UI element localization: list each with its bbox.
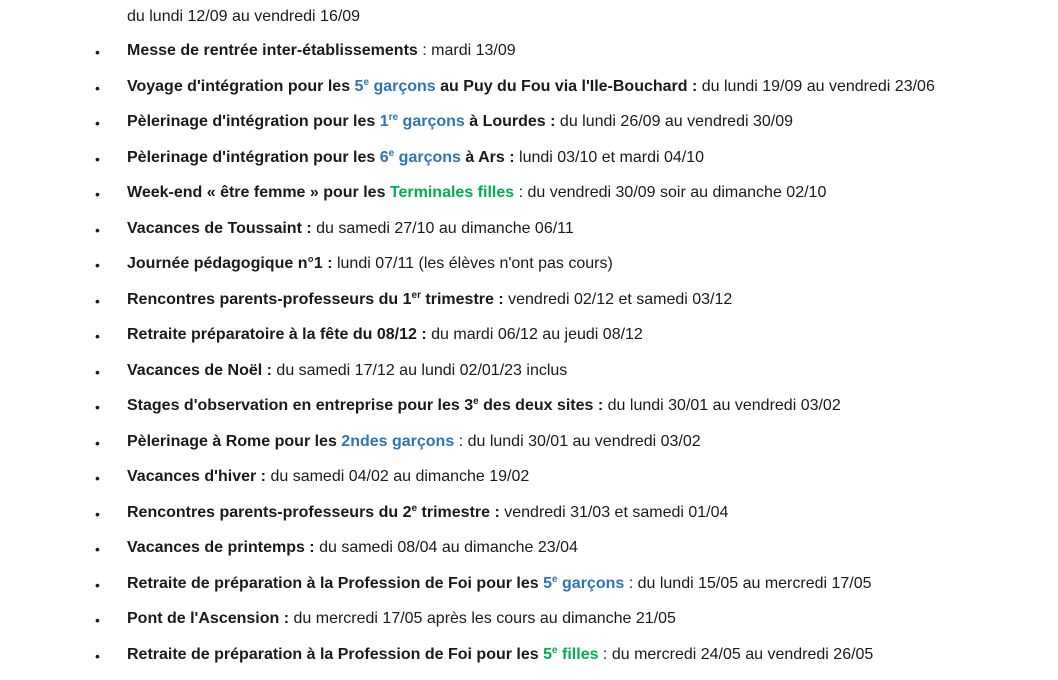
event-line <box>127 148 704 168</box>
highlighted-group: 1 <box>380 113 389 130</box>
list-item <box>0 361 1058 397</box>
highlighted-group: Terminales filles <box>390 184 514 201</box>
event-title-suffix: à Lourdes : <box>465 113 556 130</box>
list-item <box>0 183 1058 219</box>
event-title-suffix: au Puy du Fou via l'Ile-Bouchard : <box>436 78 698 95</box>
bullet-icon: • <box>95 149 100 169</box>
event-dates: lundi 07/11 (les élèves n'ont pas cours) <box>333 255 613 272</box>
highlighted-group: 6 <box>380 149 389 166</box>
event-title: Vacances d'hiver : <box>127 468 266 485</box>
list-item <box>0 396 1058 432</box>
ordinal-superscript: e <box>473 396 479 407</box>
list-item <box>0 112 1058 148</box>
event-line <box>127 41 516 61</box>
event-line <box>127 325 643 345</box>
bullet-icon: • <box>95 78 100 98</box>
highlighted-group: garçons <box>398 113 465 130</box>
ordinal-superscript: er <box>412 290 421 301</box>
highlighted-group: garçons <box>369 78 436 95</box>
bullet-icon: • <box>95 646 100 666</box>
event-title: Messe de rentrée inter-établissements <box>127 42 418 59</box>
highlighted-group: garçons <box>558 575 625 592</box>
list-item <box>0 574 1058 610</box>
event-title-suffix: trimestre : <box>421 291 504 308</box>
bullet-icon: • <box>95 184 100 204</box>
event-line <box>127 219 574 239</box>
bullet-icon: • <box>95 575 100 595</box>
list-item <box>0 503 1058 539</box>
event-title: Pont de l'Ascension : <box>127 610 289 627</box>
event-dates: du mardi 06/12 au jeudi 08/12 <box>427 326 643 343</box>
event-line <box>127 112 793 132</box>
event-title: Rencontres parents-professeurs du 1 <box>127 291 412 308</box>
event-line <box>127 183 826 203</box>
event-line <box>127 503 728 523</box>
event-line <box>127 609 676 629</box>
bullet-icon: • <box>95 291 100 311</box>
event-title: Pèlerinage d'intégration pour les <box>127 113 380 130</box>
event-title: Retraite de préparation à la Profession de Foi pour les <box>127 646 543 663</box>
event-dates: du mercredi 17/05 après les cours au dimanche 21/05 <box>289 610 676 627</box>
bullet-icon: • <box>95 113 100 133</box>
list-item <box>0 77 1058 113</box>
highlighted-group: 5 <box>543 646 552 663</box>
highlighted-group: garçons <box>394 149 461 166</box>
event-line <box>127 396 841 416</box>
event-title: Week-end « être femme » pour les <box>127 184 390 201</box>
event-line <box>127 77 935 97</box>
event-title: Pèlerinage à Rome pour les <box>127 433 341 450</box>
highlighted-group: filles <box>558 646 599 663</box>
event-title: Journée pédagogique n°1 : <box>127 255 333 272</box>
list-item <box>0 290 1058 326</box>
bullet-icon: • <box>95 42 100 62</box>
previous-item-continuation: du lundi 12/09 au vendredi 16/09 <box>127 7 360 27</box>
list-item <box>0 41 1058 77</box>
event-title: Stages d'observation en entreprise pour les 3 <box>127 397 473 414</box>
list-item <box>0 148 1058 184</box>
event-dates: du samedi 17/12 au lundi 02/01/23 inclus <box>272 362 567 379</box>
list-item <box>0 254 1058 290</box>
event-title: Vacances de Noël : <box>127 362 272 379</box>
event-line <box>127 290 732 310</box>
event-dates: lundi 03/10 et mardi 04/10 <box>515 149 704 166</box>
bullet-icon: • <box>95 362 100 382</box>
bullet-icon: • <box>95 504 100 524</box>
highlighted-group: 2ndes garçons <box>341 433 454 450</box>
event-dates: du lundi 19/09 au vendredi 23/06 <box>697 78 935 95</box>
highlighted-group: 5 <box>543 575 552 592</box>
event-dates: du samedi 27/10 au dimanche 06/11 <box>312 220 574 237</box>
event-title-suffix: trimestre : <box>417 504 500 521</box>
event-dates: vendredi 02/12 et samedi 03/12 <box>504 291 733 308</box>
bullet-icon: • <box>95 468 100 488</box>
event-title: Retraite préparatoire à la fête du 08/12 : <box>127 326 427 343</box>
event-title: Rencontres parents-professeurs du 2 <box>127 504 412 521</box>
ordinal-superscript: e <box>552 574 558 585</box>
event-dates: : mardi 13/09 <box>418 42 516 59</box>
bullet-icon: • <box>95 220 100 240</box>
event-dates: vendredi 31/03 et samedi 01/04 <box>500 504 729 521</box>
event-title: Vacances de printemps : <box>127 539 315 556</box>
event-dates: du samedi 04/02 au dimanche 19/02 <box>266 468 529 485</box>
list-item <box>0 609 1058 645</box>
event-list <box>0 41 1058 680</box>
event-line <box>127 467 529 487</box>
bullet-icon: • <box>95 433 100 453</box>
event-line <box>127 432 701 452</box>
bullet-icon: • <box>95 326 100 346</box>
event-line <box>127 361 567 381</box>
ordinal-superscript: e <box>412 503 418 514</box>
list-item <box>0 538 1058 574</box>
list-item <box>0 467 1058 503</box>
bullet-icon: • <box>95 539 100 559</box>
event-dates: : du vendredi 30/09 soir au dimanche 02/10 <box>514 184 826 201</box>
event-dates: du samedi 08/04 au dimanche 23/04 <box>315 539 578 556</box>
event-dates: du lundi 30/01 au vendredi 03/02 <box>603 397 841 414</box>
ordinal-superscript: e <box>363 77 369 88</box>
ordinal-superscript: re <box>389 112 398 123</box>
event-dates: : du mercredi 24/05 au vendredi 26/05 <box>598 646 873 663</box>
list-item <box>0 219 1058 255</box>
bullet-icon: • <box>95 255 100 275</box>
bullet-icon: • <box>95 610 100 630</box>
event-line <box>127 254 613 274</box>
event-title-suffix: des deux sites : <box>479 397 604 414</box>
ordinal-superscript: e <box>552 645 558 656</box>
event-line <box>127 645 873 665</box>
event-title: Voyage d'intégration pour les <box>127 78 355 95</box>
event-title-suffix: à Ars : <box>461 149 515 166</box>
event-dates: du lundi 26/09 au vendredi 30/09 <box>555 113 793 130</box>
highlighted-group: 5 <box>355 78 364 95</box>
event-title: Pèlerinage d'intégration pour les <box>127 149 380 166</box>
event-dates: : du lundi 15/05 au mercredi 17/05 <box>624 575 871 592</box>
event-line <box>127 574 872 594</box>
list-item <box>0 325 1058 361</box>
ordinal-superscript: e <box>389 148 395 159</box>
event-title: Vacances de Toussaint : <box>127 220 312 237</box>
list-item <box>0 432 1058 468</box>
event-line <box>127 538 578 558</box>
bullet-icon: • <box>95 397 100 417</box>
event-dates: : du lundi 30/01 au vendredi 03/02 <box>454 433 700 450</box>
event-title: Retraite de préparation à la Profession de Foi pour les <box>127 575 543 592</box>
